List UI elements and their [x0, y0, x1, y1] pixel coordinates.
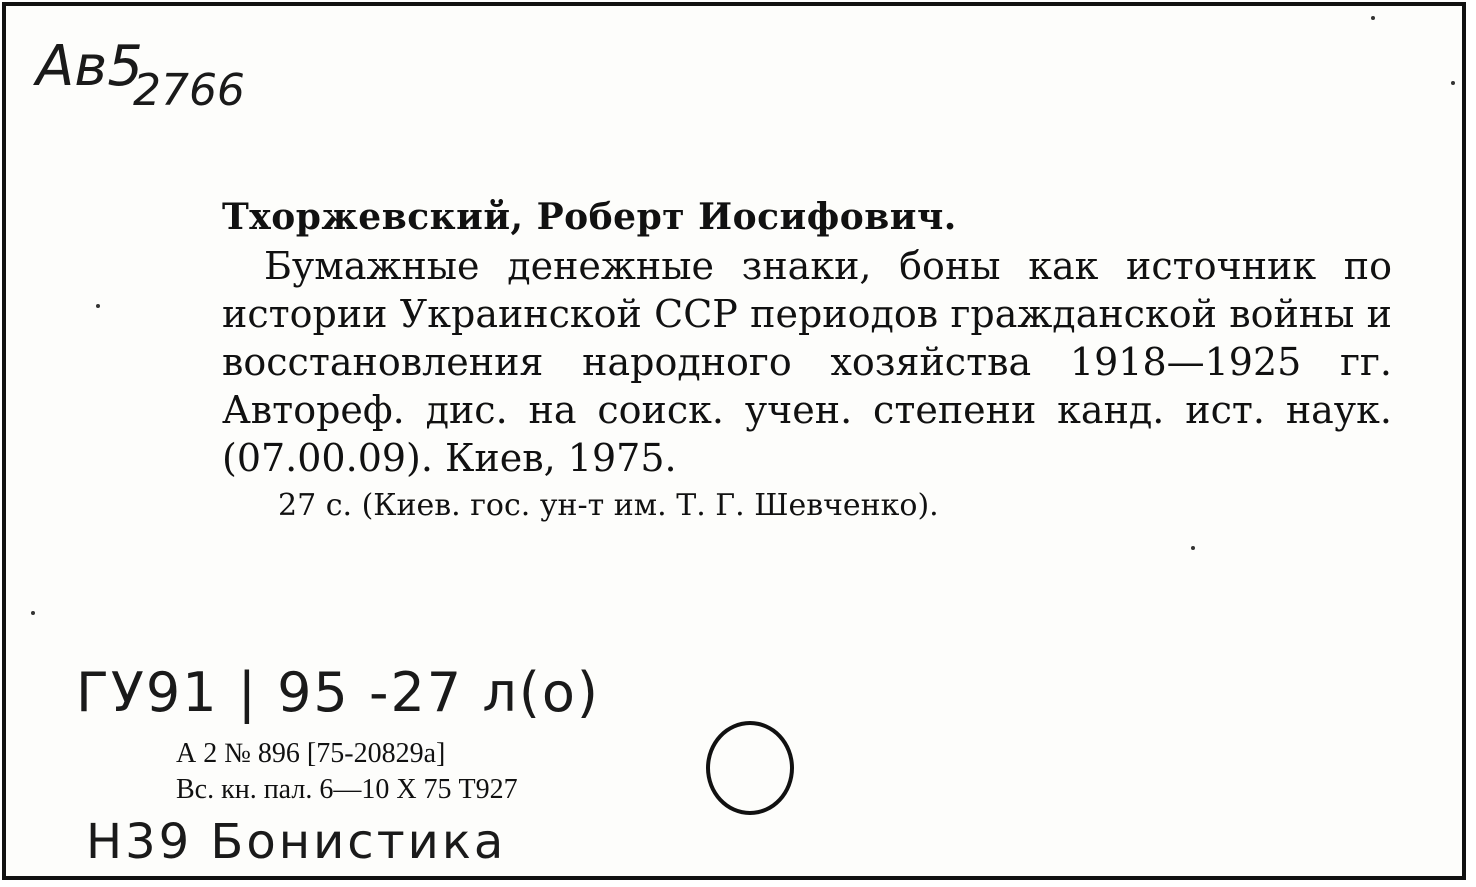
code-line-2: Вс. кн. пал. 6—10 X 75 Т927 — [176, 774, 518, 805]
shelf-mark — [36, 34, 255, 116]
title-description: Бумажные денежные знаки, боны как источник по истории Украинской ССР периодов гражданской войны и восстановления народного хозяйства 1918—1925 гг. Автореф. дис. на соиск. учен. степени канд. ист. наук. (07.00.09). Киев, 1975. — [222, 244, 1392, 480]
ink-speck — [1451, 81, 1455, 85]
ink-speck — [1371, 16, 1375, 20]
ink-speck — [31, 611, 35, 615]
handwritten-catalog-number: ГУ91 | 95 -27 л(о) — [76, 661, 601, 724]
shelf-mark-main: Ав5 — [36, 34, 143, 99]
circle-stamp — [706, 721, 794, 815]
code-line-1: А 2 № 896 [75-20829а] — [176, 738, 446, 769]
imprint-line: 27 с. (Киев. гос. ун-т им. Т. Г. Шевченко). — [278, 488, 939, 523]
ink-speck — [1191, 546, 1195, 550]
handwritten-subject: Н39 Бонистика — [86, 814, 507, 870]
registration-codes — [176, 736, 518, 808]
bibliographic-entry — [222, 196, 1392, 523]
author-heading: Тхоржевский, Роберт Иосифович. — [222, 196, 957, 238]
ink-speck — [96, 304, 100, 308]
catalog-card — [2, 2, 1466, 880]
shelf-mark-sub: 2766 — [132, 65, 245, 116]
